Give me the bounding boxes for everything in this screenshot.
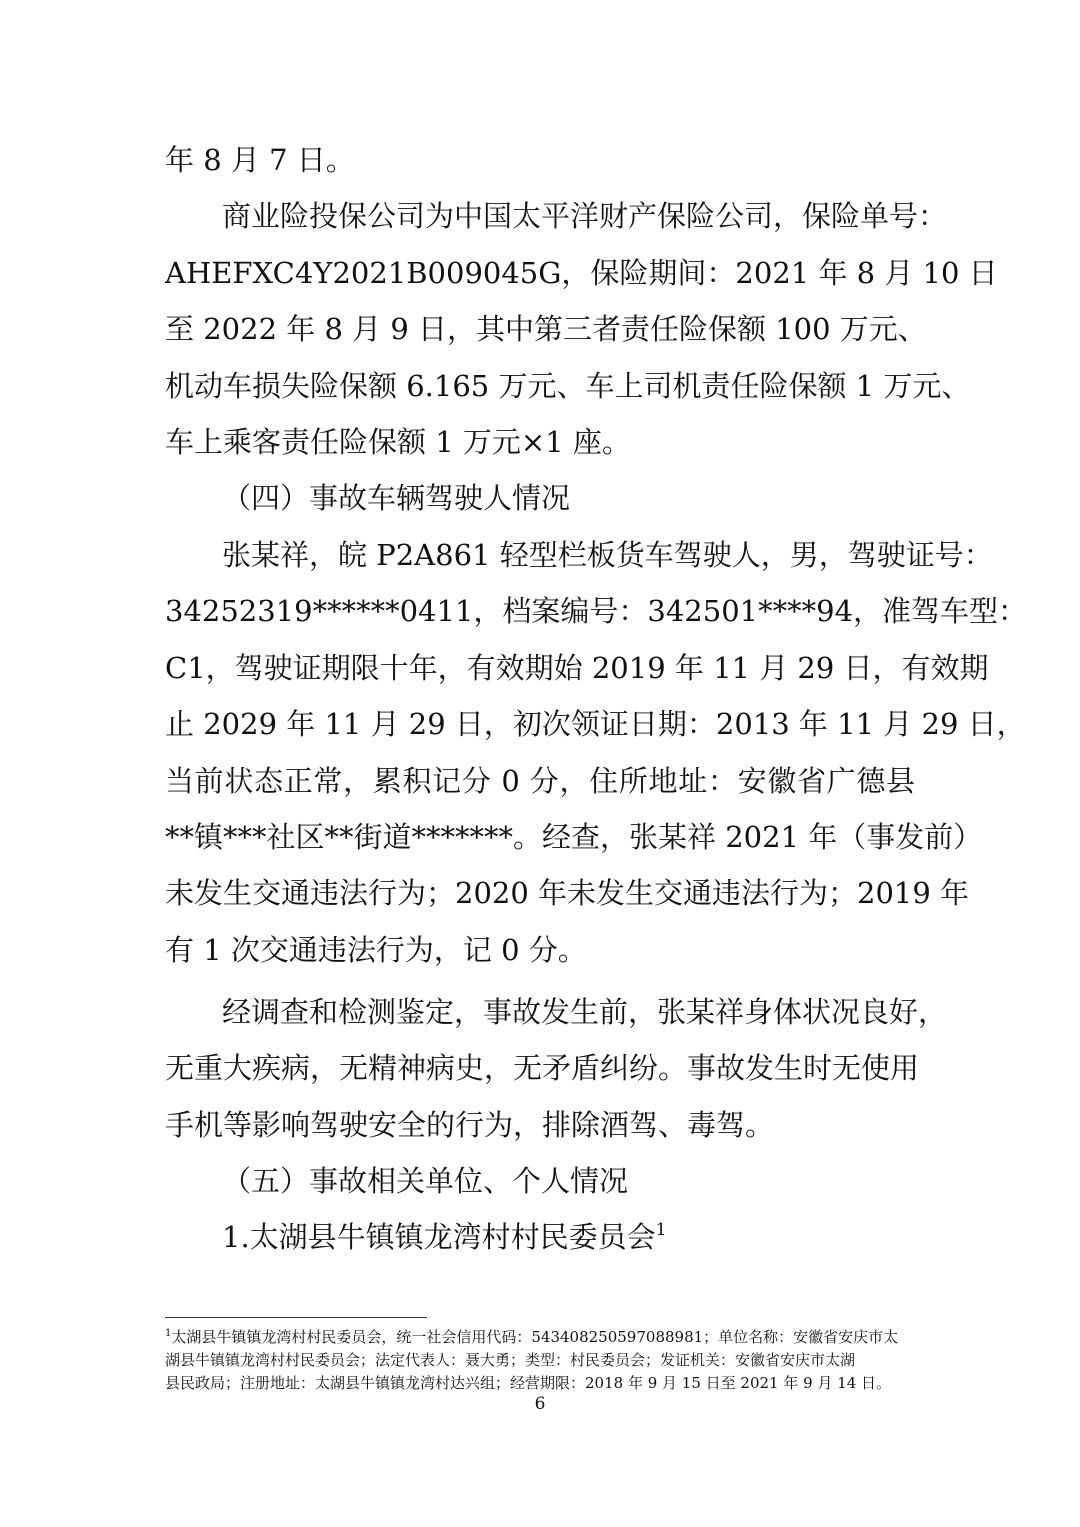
- footnote-line-1: [165, 1327, 915, 1348]
- body-line-2: 商业险投保公司为中国太平洋财产保险公司，保险单号：: [222, 199, 948, 233]
- body-line-1: 年 8 月 7 日。: [165, 143, 355, 177]
- body-line-16: 无重大疾病，无精神病史，无矛盾纠纷。事故发生时无使用: [165, 1051, 920, 1085]
- body-line-8: 34252319******0411，档案编号：342501****94，准驾车型：: [165, 594, 1028, 628]
- footnote-divider: [165, 1317, 427, 1318]
- body-line-10: 止 2029 年 11 月 29 日，初次领证日期：2013 年 11 月 29 日，: [165, 707, 1026, 741]
- list-item-1-text: 1.太湖县牛镇镇龙湾村村民委员会: [222, 1220, 656, 1254]
- body-line-7: 张某祥，皖 P2A861 轻型栏板货车驾驶人，男，驾驶证号：: [222, 538, 993, 572]
- body-line-6: 车上乘客责任险保额 1 万元×1 座。: [165, 425, 631, 459]
- page-number: 6: [534, 1394, 546, 1414]
- footnote-text-1: 太湖县牛镇镇龙湾村村民委员会，统一社会信用代码：543408250597088981；单位名称：安徽省安庆市太: [171, 1328, 899, 1346]
- body-line-12: **镇***社区**街道*******。经查，张某祥 2021 年（事发前）: [165, 820, 983, 854]
- body-line-3: AHEFXC4Y2021B009045G，保险期间：2021 年 8 月 10 日: [165, 256, 998, 290]
- body-line-14: 有 1 次交通违法行为，记 0 分。: [165, 933, 587, 967]
- footnote-line-2: 湖县牛镇镇龙湾村村民委员会；法定代表人：聂大勇；类型：村民委员会；发证机关：安徽省安庆市太湖: [165, 1351, 856, 1369]
- body-line-9: C1，驾驶证期限十年，有效期始 2019 年 11 月 29 日，有效期: [165, 651, 989, 685]
- body-line-17: 手机等影响驾驶安全的行为，排除酒驾、毒驾。: [165, 1108, 775, 1142]
- section-heading-4: （四）事故车辆驾驶人情况: [222, 481, 571, 515]
- list-item-1: [222, 1217, 915, 1257]
- footnote-reference[interactable]: 1: [655, 1220, 667, 1240]
- body-line-5: 机动车损失险保额 6.165 万元、车上司机责任险保额 1 万元、: [165, 369, 971, 403]
- section-heading-5: （五）事故相关单位、个人情况: [222, 1164, 629, 1198]
- body-line-11: 当前状态正常，累积记分 0 分，住所地址：安徽省广德县: [165, 764, 915, 798]
- body-line-13: 未发生交通违法行为；2020 年未发生交通违法行为；2019 年: [165, 876, 970, 910]
- body-line-15: 经调查和检测鉴定，事故发生前，张某祥身体状况良好，: [222, 995, 948, 1029]
- footnote-line-3: 县民政局；注册地址：太湖县牛镇镇龙湾村达兴组；经营期限：2018 年 9 月 15 日至 2021 年 9 月 14 日。: [165, 1374, 892, 1392]
- body-line-4: 至 2022 年 8 月 9 日，其中第三者责任险保额 100 万元、: [165, 312, 927, 346]
- footnote-marker: 1: [165, 1328, 172, 1339]
